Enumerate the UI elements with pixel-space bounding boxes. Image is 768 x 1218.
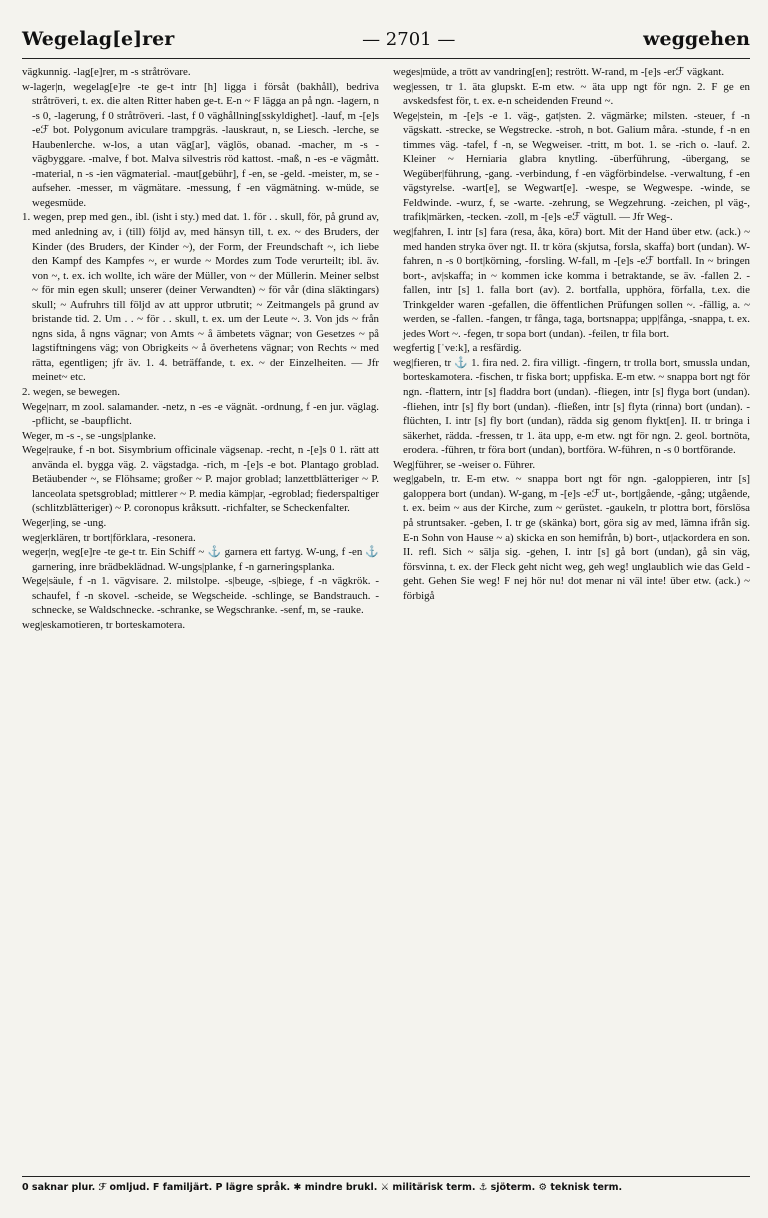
- entry: 2. wegen, se bewegen.: [22, 386, 120, 399]
- page-header: [22, 28, 750, 59]
- entry: vägkunnig. -lag[e]rer, m -s stråtrövare.: [22, 66, 191, 78]
- entry: w-lager|n, wegelag[e]re -te ge-t intr [h] ligga i försåt (bakhåll), bedriva stråtröveri, t. ex. die alten Ritter haben ge-t. E-n ~ F lägga an på ngn. -lagern, n -s 0, -lagerung, f 0 stråtröveri. -last, f 0 väghållning[sskyldighet]. -lauf, m -[e]s -eℱ bot. Polygonum aviculare trampgräs. -lauskraut, n, se Liesch. -lerche, se Haubenlerche. w-los, a utan väg[ar], väglös, obanad. -macher, m -s - vägbyggare. -malve, f bot. Malva silvestris röd kattost. -maß, n -es -e vägmått. -material, n -s -ien vägmaterial. -maut[gebühr], f -en, se -geld. -meister, m, se -aufseher. -messer, m vägmätare. -messung, f -en vägmätning. w-müde, se wegesmüde.: [22, 80, 379, 209]
- entry: weg|essen, tr 1. äta glupskt. E-m etw. ~ äta upp ngt för ngn. 2. F ge en avskedsfest för, t. ex. e-n scheidenden Freund ~.: [393, 80, 750, 108]
- entry: Weger|ing, se -ung.: [22, 516, 107, 529]
- entry: Wege|rauke, f -n bot. Sisymbrium officinale vägsenap. -recht, n -[e]s 0 1. rätt att använda el. bygga väg. 2. vägstadga. -rich, m -[e]s -e bot. Plantago groblad. Betäubender ~, se Flöhsame; großer ~ P. major groblad; lanzettblätteriger ~ P. lanceolata spetsgroblad; mittlerer ~ P. media kämp|ar, -egroblad; fiederspaltiger (schlitzblätteriger) ~ P. coronopus kråksutt. -richfalter, se Scheckenfalter.: [22, 444, 379, 515]
- entry: weg|gabeln, tr. E-m etw. ~ snappa bort ngt för ngn. -galoppieren, intr [s] galoppera bort (undan). W-gang, m -[e]s -eℱ ut-, bort|gående, -gång; utgående, t. ex. beim ~ aus der Kirche, zum ~ gerüstet. -gaukeln, tr plottra bort, förslösa på struntsaker. -geben, I. tr ge (skänka) bort, göra sig av med, lämna ifrån sig. E-n Sohn von Hause ~ a) skicka en son hemifrån, b) bort-, ut|ackordera en son. II. refl. Sich ~ sälja sig. -gehen, I. intr [s] gå bort (undan), gå sin väg, försvinna, t. ex. der Fleck geht nicht weg, geh weg! unglaublich wie das Geld -geht. Gehen Sie weg! F nej hör nu! dot menar ni väl inte! über etw. (ack.) ~ förbigå: [393, 473, 750, 602]
- entry: Wege|stein, m -[e]s -e 1. väg-, gat|sten. 2. vägmärke; milsten. -steuer, f -n vägskatt. -strecke, se Wegstrecke. -stroh, n bot. Galium måra. -stunde, f -n en timmes väg. -tafel, f -n, se Wegweiser. -tritt, m bot. 1. se -rich o. -lauf. 2. Kleiner ~ Herniaria glabra knytling. -überführung, -übergang, se Wegüber|führung, -gang. -verbindung, f -en vägförbindelse. -verwaltung, f -en vägstyrelse. -wart[e], se Wegwart[e]. -wespe, se Wegwespe. -winde, se Feldwinde. -wurz, f, se -warte. -zehrung, se Wegzehrung. -zeichen, pl väg-, trafik|märken, -tecken. -zoll, m -[e]s -eℱ vägtull. — Jfr Weg-.: [393, 109, 750, 224]
- entry: weg|fieren, tr ⚓ 1. fira ned. 2. fira villigt. -fingern, tr trolla bort, smussla undan, borteskamotera. -fischen, tr fiska bort; uppfiska. E-m etw. ~ snappa bort ngt för ngn. -flattern, intr [s] fladdra bort (undan). -fliegen, intr [s] flyga bort (undan). -fliehen, intr [s] fly bort (undan). -fließen, intr [s] flyta (rinna) bort (undan). -flüchten, I. intr [s] fly bort (undan), rädda sig genom flykt[en]. II. tr bringa i säkerhet, rädda. -fressen, tr 1. äta upp, e-m etw. ngt för ngn. 2. geol. bortnöta, erodera. -führen, tr föra bort (undan), bortföra. W-führen, n -s 0 bortförande.: [393, 356, 750, 457]
- header-last-entry: weggehen: [643, 28, 750, 50]
- entry: weger|n, weg[e]re -te ge-t tr. Ein Schiff ~ ⚓ garnera ett fartyg. W-ung, f -en ⚓ garnering, inre brädbeklädnad. W-ungs|planke, f -n garneringsplanka.: [22, 546, 379, 573]
- entry: 1. wegen, prep med gen., ibl. (isht i sty.) med dat. 1. för . . skull, för, på grund av, med anledning av, i (till) följd av, med hänsyn till, t. ex. ~ des Bruders, der Kinder (des Bruders, der Kinder ~), der Form, der Freundschaft ~, ich liebe den Kampf des Kampfes ~, er wurde ~ Mordes zum Tode verurteilt; ibl. äv. von ~, t. ex. ich wollte, ich wäre der Müller, von ~ der Müllerin. Meiner selbst ~ för min egen skull; unserer (deiner Verwandten) ~ för vår (dina släktingars) skull; ~ Aufruhrs till följd av att uppror utbrutit; ~ Zeitmangels på grund av bristande tid. 2. Um . . ~ för . . skull, t. ex. um der Leute ~. 3. Von jds ~ från ngns sida, å ngns vägnar; von Amts ~ å ämbetets vägnar; von Gesetzes ~ på lagstiftningens väg; von Obrigkeits ~ å överhetens vägnar; von Rechts ~ med rätta, egentligen; jfr äv. 1. 4. beträffande, t. ex. ~ der Einzelheiten. — Jfr meinet~ etc.: [22, 211, 379, 384]
- dictionary-page: [22, 28, 750, 632]
- entry: Weger, m -s -, se -ungs|planke.: [22, 429, 156, 442]
- text-columns: [22, 65, 750, 632]
- right-column: [393, 65, 750, 632]
- entry: weg|eskamotieren, tr borteskamotera.: [22, 618, 186, 631]
- abbreviation-legend: 0 saknar plur. ℱ omljud. F familjärt. P lägre språk. ✱ mindre brukl. ⚔ militärisk term. ⚓ sjöterm. ⚙ teknisk term.: [22, 1176, 750, 1193]
- left-column: [22, 65, 379, 632]
- entry: weges|müde, a trött av vandring[en]; restrött. W-rand, m -[e]s -erℱ vägkant.: [393, 66, 725, 78]
- header-first-entry: Wegelag[e]rer: [22, 28, 175, 50]
- entry: weg|erklären, tr bort|förklara, -resonera.: [22, 531, 196, 544]
- entry: Weg|führer, se -weiser o. Führer.: [393, 458, 536, 471]
- entry: weg|fahren, I. intr [s] fara (resa, åka, köra) bort. Mit der Hand über etw. (ack.) ~ med handen stryka över ngt. II. tr köra (skjutsa, forsla, skaffa) bort (undan). W-fahren, n -s 0 bort|körning, -forsling. W-fall, m -[e]s -eℱ bortfall. In ~ bringen bort-, av|skaffa; in ~ kommen icke komma i betraktande, se äv. -fallen 2. -fallen, intr [s] 1. falla bort (av). 2. bortfalla, upphöra, förfalla, t.ex. die Trinkgelder waren -gefallen, die öffentlichen Prüfungen sollen ~. -fällig, a. ~ werden, se -fallen. -fangen, tr fånga, taga, bortsnappa; upp|fånga, -snappa, t. ex. jedes Wort ~. -fegen, tr sopa bort (undan). -feilen, tr fila bort.: [393, 226, 750, 340]
- entry: Wege|narr, m zool. salamander. -netz, n -es -e vägnät. -ordnung, f -en jur. väglag. -pflicht, se -baupflicht.: [22, 400, 379, 428]
- entry: wegfertig [ˈveːk], a resfärdig.: [393, 342, 522, 355]
- entry: Wege|säule, f -n 1. vägvisare. 2. milstolpe. -s|beuge, -s|biege, f -n vägkrök. -schaufel, f -n skovel. -scheide, se Wegscheide. -schlinge, se Bandstrauch. -schnecke, se Waldschnecke. -schranke, se Wegschranke. -senf, m, se -rauke.: [22, 575, 379, 617]
- page-number: — 2701 —: [362, 29, 456, 50]
